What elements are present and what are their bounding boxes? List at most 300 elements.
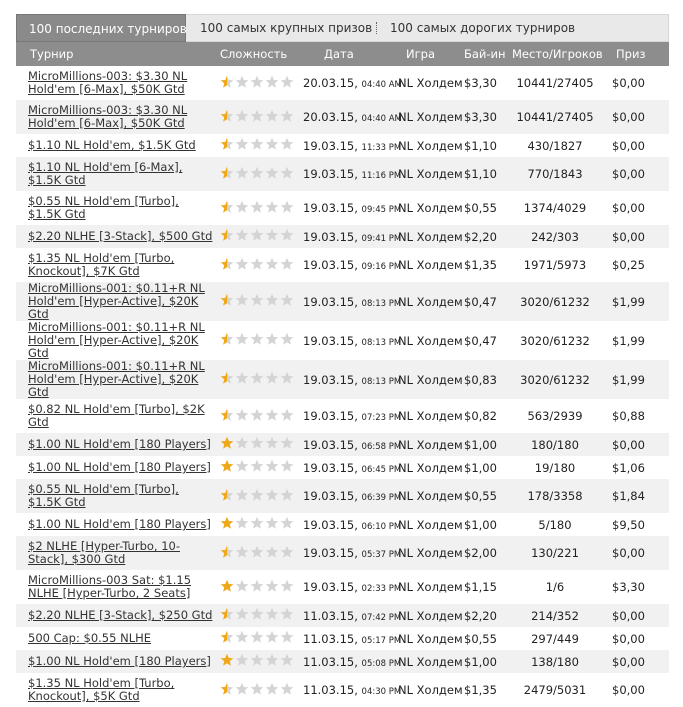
prize-cell: $0,00: [612, 138, 645, 153]
time-text: 04:30 PM: [361, 687, 402, 697]
difficulty-rating: [220, 137, 294, 151]
time-text: 09:41 PM: [361, 233, 402, 244]
star-icon: [280, 436, 294, 450]
time-text: 09:16 PM: [361, 262, 402, 272]
date-text: 19.03.15,: [303, 460, 358, 475]
star-icon: [265, 166, 279, 180]
difficulty-rating: [220, 109, 294, 123]
date-text: 19.03.15,: [303, 546, 358, 560]
star-icon: [250, 228, 264, 242]
buyin-cell: $0,47: [464, 333, 497, 348]
buyin-cell: $0,55: [464, 489, 497, 503]
star-icon: [235, 137, 249, 151]
time-text: 05:08 PM: [361, 658, 402, 669]
difficulty-cell: [214, 360, 294, 399]
date-text: 20.03.15,: [303, 110, 358, 124]
difficulty-rating: [220, 682, 294, 696]
time-text: 09:45 PM: [361, 205, 402, 215]
tournament-cell: [16, 536, 214, 570]
date-cell: [294, 536, 402, 570]
star-icon: [250, 293, 264, 307]
star-icon: [265, 137, 279, 151]
star-icon: [250, 75, 264, 89]
difficulty-cell: [214, 134, 294, 157]
star-icon: [280, 257, 294, 271]
buyin-cell: $1,10: [464, 167, 497, 181]
column-header-date[interactable]: Дата: [324, 47, 354, 61]
table-row: [16, 100, 669, 134]
tournament-link[interactable]: 500 Cap: $0.55 NLHE: [28, 631, 152, 645]
table-row: [16, 536, 669, 570]
difficulty-cell: [214, 479, 294, 513]
star-icon: [265, 332, 279, 346]
tournament-cell: [16, 570, 214, 604]
prize-cell: $3,30: [612, 580, 645, 594]
game-cell: NL Холдем: [398, 631, 463, 646]
star-icon: [265, 109, 279, 123]
tournament-link[interactable]: $0.55 NL Hold'em [Turbo], $1.5K Gtd: [28, 482, 179, 509]
buyin-cell: $1,15: [464, 580, 497, 594]
date-cell: [294, 321, 402, 360]
difficulty-cell: [214, 433, 294, 456]
tournament-cell: [16, 225, 214, 248]
star-icon: [220, 516, 234, 530]
game-cell: NL Холдем: [398, 580, 463, 594]
game-cell: NL Холдем: [398, 229, 463, 244]
prize-cell: $1,99: [612, 333, 645, 348]
prize-cell: $0,00: [612, 167, 645, 181]
difficulty-rating: [220, 75, 294, 89]
star-icon: [220, 488, 234, 502]
star-icon: [250, 436, 264, 450]
table-row: [16, 650, 669, 673]
tournament-cell: [16, 360, 214, 399]
buyin-cell: $1,00: [464, 654, 497, 669]
prize-cell: $0,88: [612, 409, 645, 423]
tournament-link[interactable]: $1.10 NL Hold'em, $1.5K Gtd: [28, 138, 196, 152]
date-cell: [294, 248, 402, 282]
tab-most-expensive[interactable]: 100 самых дорогих турниров: [390, 21, 576, 35]
tournament-link[interactable]: $1.00 NL Hold'em [180 Players]: [28, 517, 211, 531]
tournament-link[interactable]: $1.35 NL Hold'em [Turbo, Knockout], $5K Gtd: [28, 676, 175, 703]
prize-cell: $0,00: [612, 654, 645, 669]
tournament-link[interactable]: MicroMillions-003: $3.30 NL Hold'em [6-Max], $50K Gtd: [28, 69, 188, 96]
star-icon: [250, 630, 264, 644]
prize-cell: $1,84: [612, 489, 645, 503]
game-cell: NL Холдем: [398, 372, 463, 387]
date-cell: [294, 627, 402, 650]
star-icon: [220, 332, 234, 346]
star-icon: [220, 109, 234, 123]
date-text: 11.03.15,: [303, 608, 358, 623]
star-icon: [235, 332, 249, 346]
difficulty-rating: [220, 436, 294, 450]
column-header-place[interactable]: Место/Игроков: [512, 47, 603, 61]
date-cell: [294, 157, 402, 191]
star-icon: [220, 371, 234, 385]
tournament-link[interactable]: $0.82 NL Hold'em [Turbo], $2K Gtd: [28, 402, 205, 429]
game-cell: NL Холдем: [398, 138, 463, 153]
game-cell: NL Холдем: [398, 409, 463, 423]
tournament-link[interactable]: $1.35 NL Hold'em [Turbo, Knockout], $7K Gtd: [28, 251, 175, 278]
star-icon: [250, 653, 264, 667]
date-cell: [294, 66, 402, 100]
star-icon: [280, 137, 294, 151]
star-icon: [235, 630, 249, 644]
star-icon: [280, 682, 294, 696]
date-cell: [294, 191, 402, 225]
game-cell: NL Холдем: [398, 201, 463, 215]
tournament-cell: [16, 134, 214, 157]
star-icon: [250, 607, 264, 621]
difficulty-cell: [214, 456, 294, 479]
game-cell: NL Холдем: [398, 654, 463, 669]
game-cell: NL Холдем: [398, 460, 463, 475]
table-row: [16, 479, 669, 513]
difficulty-cell: [214, 100, 294, 134]
star-icon: [280, 488, 294, 502]
date-text: 19.03.15,: [303, 437, 358, 452]
difficulty-rating: [220, 200, 294, 214]
game-cell: NL Холдем: [398, 489, 463, 503]
place-cell: 3020/61232: [520, 294, 590, 309]
star-icon: [235, 109, 249, 123]
game-cell: NL Холдем: [398, 683, 463, 697]
tournament-link[interactable]: $1.00 NL Hold'em [180 Players]: [28, 460, 211, 474]
difficulty-cell: [214, 604, 294, 627]
star-icon: [220, 408, 234, 422]
date-text: 19.03.15,: [303, 489, 358, 503]
star-icon: [265, 293, 279, 307]
difficulty-cell: [214, 570, 294, 604]
tab-bar: [16, 14, 669, 42]
date-text: 11.03.15,: [303, 683, 358, 697]
star-icon: [235, 293, 249, 307]
star-icon: [250, 682, 264, 696]
star-icon: [280, 293, 294, 307]
table-row: [16, 282, 669, 321]
star-icon: [220, 228, 234, 242]
buyin-cell: $0,55: [464, 631, 497, 646]
star-icon: [220, 682, 234, 696]
date-text: 11.03.15,: [303, 654, 358, 669]
tournament-cell: [16, 248, 214, 282]
star-icon: [280, 545, 294, 559]
column-header-prize[interactable]: Приз: [616, 47, 646, 61]
star-icon: [235, 200, 249, 214]
prize-cell: $0,00: [612, 437, 645, 452]
star-icon: [280, 653, 294, 667]
star-icon: [265, 579, 279, 593]
date-cell: [294, 570, 402, 604]
tournament-link[interactable]: $1.10 NL Hold'em [6-Max], $1.5K Gtd: [28, 160, 183, 187]
buyin-cell: $2,20: [464, 608, 497, 623]
buyin-cell: $1,00: [464, 517, 497, 532]
tournament-cell: [16, 673, 214, 707]
star-icon: [235, 408, 249, 422]
table-row: [16, 360, 669, 399]
game-cell: NL Холдем: [398, 258, 463, 272]
star-icon: [280, 371, 294, 385]
difficulty-cell: [214, 513, 294, 536]
star-icon: [235, 488, 249, 502]
date-text: 19.03.15,: [303, 167, 358, 181]
table-row: [16, 673, 669, 707]
prize-cell: $0,00: [612, 76, 645, 90]
date-cell: [294, 360, 402, 399]
game-cell: NL Холдем: [398, 167, 463, 181]
place-cell: 1/6: [545, 580, 565, 594]
star-icon: [235, 371, 249, 385]
table-row: [16, 321, 669, 360]
time-text: 02:33 PM: [361, 584, 402, 594]
star-icon: [265, 257, 279, 271]
date-text: 19.03.15,: [303, 517, 358, 532]
difficulty-cell: [214, 627, 294, 650]
star-icon: [265, 607, 279, 621]
place-cell: 19/180: [534, 460, 576, 475]
prize-cell: $0,00: [612, 229, 645, 244]
tournament-link[interactable]: $1.00 NL Hold'em [180 Players]: [28, 437, 211, 451]
table-row: [16, 134, 669, 157]
buyin-cell: $1,00: [464, 437, 497, 452]
star-icon: [265, 408, 279, 422]
star-icon: [235, 228, 249, 242]
star-icon: [250, 137, 264, 151]
star-icon: [250, 579, 264, 593]
buyin-cell: $0,47: [464, 294, 497, 309]
star-icon: [235, 166, 249, 180]
tournament-link[interactable]: MicroMillions-001: $0.11+R NL Hold'em [Hyper-Active], $20K Gtd: [28, 281, 205, 321]
date-cell: [294, 433, 402, 456]
difficulty-cell: [214, 282, 294, 321]
star-icon: [280, 166, 294, 180]
star-icon: [265, 682, 279, 696]
tournament-cell: [16, 604, 214, 627]
star-icon: [235, 579, 249, 593]
difficulty-rating: [220, 332, 294, 346]
table-row: [16, 399, 669, 433]
time-text: 11:16 PM: [361, 171, 402, 181]
star-icon: [235, 75, 249, 89]
tournament-cell: [16, 627, 214, 650]
place-cell: 10441/27405: [516, 76, 594, 90]
date-text: 19.03.15,: [303, 580, 358, 594]
tournament-link[interactable]: $2 NLHE [Hyper-Turbo, 10-Stack], $300 Gtd: [28, 539, 180, 566]
star-icon: [265, 630, 279, 644]
table-row: [16, 66, 669, 100]
prize-cell: $0,00: [612, 683, 645, 697]
star-icon: [280, 579, 294, 593]
star-icon: [280, 630, 294, 644]
table-row: [16, 513, 669, 536]
star-icon: [265, 545, 279, 559]
prize-cell: $0,00: [612, 546, 645, 560]
buyin-cell: $0,82: [464, 409, 497, 423]
star-icon: [265, 228, 279, 242]
tournament-link[interactable]: $2.20 NLHE [3-Stack], $500 Gtd: [28, 229, 213, 243]
difficulty-rating: [220, 408, 294, 422]
column-header-tournament[interactable]: Турнир: [30, 47, 74, 61]
star-icon: [220, 607, 234, 621]
star-icon: [280, 408, 294, 422]
tournament-link[interactable]: $0.55 NL Hold'em [Turbo], $1.5K Gtd: [28, 194, 179, 221]
table-row: [16, 627, 669, 650]
date-cell: [294, 100, 402, 134]
place-cell: 430/1827: [527, 138, 583, 153]
difficulty-cell: [214, 248, 294, 282]
table-row: [16, 157, 669, 191]
place-cell: 10441/27405: [516, 110, 594, 124]
buyin-cell: $2,20: [464, 229, 497, 244]
date-cell: [294, 673, 402, 707]
column-header-difficulty[interactable]: Сложность: [220, 47, 288, 61]
difficulty-rating: [220, 545, 294, 559]
difficulty-rating: [220, 257, 294, 271]
time-text: 08:13 PM: [361, 298, 402, 309]
game-cell: NL Холдем: [398, 76, 463, 90]
difficulty-cell: [214, 157, 294, 191]
tournament-link[interactable]: MicroMillions-001: $0.11+R NL Hold'em [Hyper-Active], $20K Gtd: [28, 359, 205, 399]
prize-cell: $0,25: [612, 258, 645, 272]
date-cell: [294, 134, 402, 157]
star-icon: [250, 109, 264, 123]
tournament-cell: [16, 282, 214, 321]
table-row: [16, 570, 669, 604]
game-cell: NL Холдем: [398, 608, 463, 623]
star-icon: [220, 545, 234, 559]
table-row: [16, 191, 669, 225]
time-text: 08:13 PM: [361, 337, 402, 348]
star-icon: [250, 257, 264, 271]
table-row: [16, 456, 669, 479]
buyin-cell: $1,35: [464, 258, 497, 272]
table-row: [16, 604, 669, 627]
buyin-cell: $3,30: [464, 76, 497, 90]
prize-cell: $0,00: [612, 631, 645, 646]
date-cell: [294, 604, 402, 627]
tab-latest-tournaments[interactable]: 100 последних турниров: [16, 14, 186, 42]
place-cell: 138/180: [531, 654, 579, 669]
place-cell: 563/2939: [527, 409, 583, 423]
prize-cell: $1,99: [612, 372, 645, 387]
place-cell: 242/303: [531, 229, 579, 244]
tournament-link[interactable]: MicroMillions-001: $0.11+R NL Hold'em [Hyper-Active], $20K Gtd: [28, 320, 205, 360]
star-icon: [235, 516, 249, 530]
date-cell: [294, 225, 402, 248]
date-text: 19.03.15,: [303, 229, 358, 244]
star-icon: [235, 545, 249, 559]
time-text: 05:17 PM: [361, 635, 402, 646]
date-cell: [294, 456, 402, 479]
star-icon: [235, 459, 249, 473]
star-icon: [265, 436, 279, 450]
place-cell: 1971/5973: [523, 258, 587, 272]
star-icon: [250, 332, 264, 346]
star-icon: [250, 516, 264, 530]
date-cell: [294, 399, 402, 433]
tab-biggest-prizes[interactable]: 100 самых крупных призов: [200, 21, 373, 35]
tournament-link[interactable]: $1.00 NL Hold'em [180 Players]: [28, 654, 211, 668]
date-text: 19.03.15,: [303, 138, 358, 153]
star-icon: [280, 607, 294, 621]
table-row: [16, 433, 669, 456]
difficulty-rating: [220, 293, 294, 307]
date-cell: [294, 650, 402, 673]
table-header-row: [16, 42, 669, 66]
star-icon: [265, 200, 279, 214]
difficulty-cell: [214, 650, 294, 673]
date-text: 19.03.15,: [303, 409, 358, 423]
buyin-cell: $1,00: [464, 460, 497, 475]
star-icon: [250, 200, 264, 214]
difficulty-rating: [220, 630, 294, 644]
star-icon: [280, 332, 294, 346]
place-cell: 3020/61232: [520, 372, 590, 387]
buyin-cell: $2,00: [464, 546, 497, 560]
time-text: 07:42 PM: [361, 612, 402, 623]
tournament-cell: [16, 399, 214, 433]
star-icon: [280, 200, 294, 214]
difficulty-rating: [220, 166, 294, 180]
prize-cell: $0,00: [612, 608, 645, 623]
column-header-buyin[interactable]: Бай-ин: [464, 47, 506, 61]
star-icon: [220, 257, 234, 271]
tab-separator: [376, 22, 377, 34]
place-cell: 178/3358: [527, 489, 583, 503]
difficulty-cell: [214, 191, 294, 225]
column-header-game[interactable]: Игра: [406, 47, 435, 61]
star-icon: [265, 371, 279, 385]
tournament-table: [16, 42, 669, 707]
tournament-link[interactable]: MicroMillions-003 Sat: $1.15 NLHE [Hyper-Turbo, 2 Seats]: [28, 573, 192, 600]
tournament-cell: [16, 66, 214, 100]
time-text: 11:33 PM: [361, 142, 402, 153]
difficulty-rating: [220, 228, 294, 242]
tournament-panel: [16, 14, 669, 707]
date-text: 19.03.15,: [303, 372, 358, 387]
tournament-cell: [16, 650, 214, 673]
star-icon: [250, 488, 264, 502]
difficulty-cell: [214, 399, 294, 433]
star-icon: [280, 75, 294, 89]
date-text: 11.03.15,: [303, 631, 358, 646]
tournament-cell: [16, 456, 214, 479]
difficulty-cell: [214, 66, 294, 100]
prize-cell: $0,00: [612, 201, 645, 215]
game-cell: NL Холдем: [398, 517, 463, 532]
time-text: 06:45 PM: [361, 464, 402, 475]
star-icon: [235, 682, 249, 696]
star-icon: [235, 257, 249, 271]
game-cell: NL Холдем: [398, 333, 463, 348]
game-cell: NL Холдем: [398, 294, 463, 309]
tournament-link[interactable]: MicroMillions-003: $3.30 NL Hold'em [6-Max], $50K Gtd: [28, 103, 188, 130]
difficulty-cell: [214, 321, 294, 360]
star-icon: [250, 408, 264, 422]
difficulty-rating: [220, 459, 294, 473]
star-icon: [250, 459, 264, 473]
tournament-link[interactable]: $2.20 NLHE [3-Stack], $250 Gtd: [28, 608, 213, 622]
game-cell: NL Холдем: [398, 437, 463, 452]
star-icon: [220, 653, 234, 667]
tournament-cell: [16, 479, 214, 513]
prize-cell: $1,06: [612, 460, 645, 475]
place-cell: 1374/4029: [523, 201, 587, 215]
star-icon: [265, 459, 279, 473]
tournament-cell: [16, 321, 214, 360]
star-icon: [235, 653, 249, 667]
